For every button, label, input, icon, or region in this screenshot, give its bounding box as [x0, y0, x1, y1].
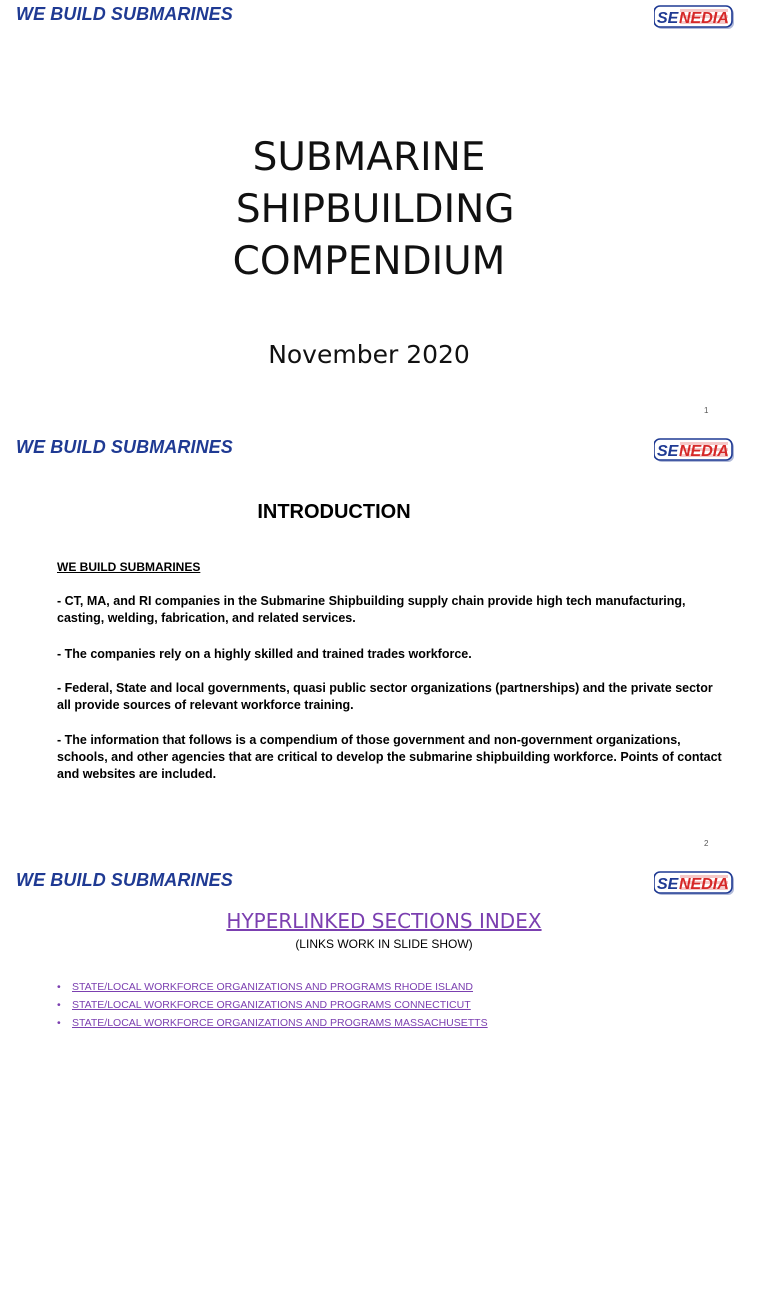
index-subtitle: (LINKS WORK IN SLIDE SHOW): [295, 937, 473, 951]
section-heading: INTRODUCTION: [257, 501, 411, 523]
senedia-logo-icon: [654, 5, 736, 31]
slide-3: [0, 866, 768, 1298]
svg-text:NEDIA: NEDIA: [679, 10, 729, 27]
section-link-connecticut[interactable]: STATE/LOCAL WORKFORCE ORGANIZATIONS AND PROGRAMS CONNECTICUT: [72, 999, 471, 1011]
section-subheading: WE BUILD SUBMARINES: [57, 560, 201, 574]
paragraph: - The companies rely on a highly skilled and trained trades workforce.: [57, 647, 472, 661]
senedia-logo-icon: [654, 438, 736, 464]
page-number: 2: [704, 839, 709, 848]
svg-text:SE: SE: [657, 443, 679, 460]
list-item: [57, 1014, 488, 1032]
index-title-link[interactable]: HYPERLINKED SECTIONS INDEX: [226, 909, 542, 933]
bullet: •: [57, 1017, 61, 1029]
title-line: SHIPBUILDING: [223, 187, 515, 232]
slide-1: [0, 0, 768, 432]
section-link-massachusetts[interactable]: STATE/LOCAL WORKFORCE ORGANIZATIONS AND PROGRAMS MASSACHUSETTS: [72, 1017, 488, 1029]
senedia-logo-icon: [654, 871, 736, 897]
paragraph: - CT, MA, and RI companies in the Submarine Shipbuilding supply chain provide high tech manufacturing, casting, welding, fabrication, and related services.: [57, 594, 686, 625]
bullet: •: [57, 999, 61, 1011]
header-title: WE BUILD SUBMARINES: [16, 437, 233, 457]
svg-text:NEDIA: NEDIA: [679, 876, 729, 893]
svg-text:NEDIA: NEDIA: [679, 443, 729, 460]
title-line: SUBMARINE: [252, 135, 486, 180]
svg-text:SE: SE: [657, 10, 679, 27]
document-title: [0, 132, 738, 288]
slide-2: [0, 433, 768, 865]
header-title: WE BUILD SUBMARINES: [16, 4, 233, 24]
svg-text:SE: SE: [657, 876, 679, 893]
section-link-rhode-island[interactable]: STATE/LOCAL WORKFORCE ORGANIZATIONS AND PROGRAMS RHODE ISLAND: [72, 981, 473, 993]
paragraph: - The information that follows is a compendium of those government and non-government organizations, schools, and other agencies that are critical to develop the submarine shipbuilding workforce. Points of contact and websites are included.: [57, 733, 722, 781]
page-number: 1: [704, 406, 709, 415]
paragraph: - Federal, State and local governments, quasi public sector organizations (partnerships) and the private sector all provide sources of relevant workforce training.: [57, 681, 713, 712]
header-title: WE BUILD SUBMARINES: [16, 870, 233, 890]
list-item: [57, 978, 488, 996]
document-date: November 2020: [268, 340, 470, 369]
title-line: COMPENDIUM: [232, 239, 506, 284]
list-item: [57, 996, 488, 1014]
bullet: •: [57, 981, 61, 993]
